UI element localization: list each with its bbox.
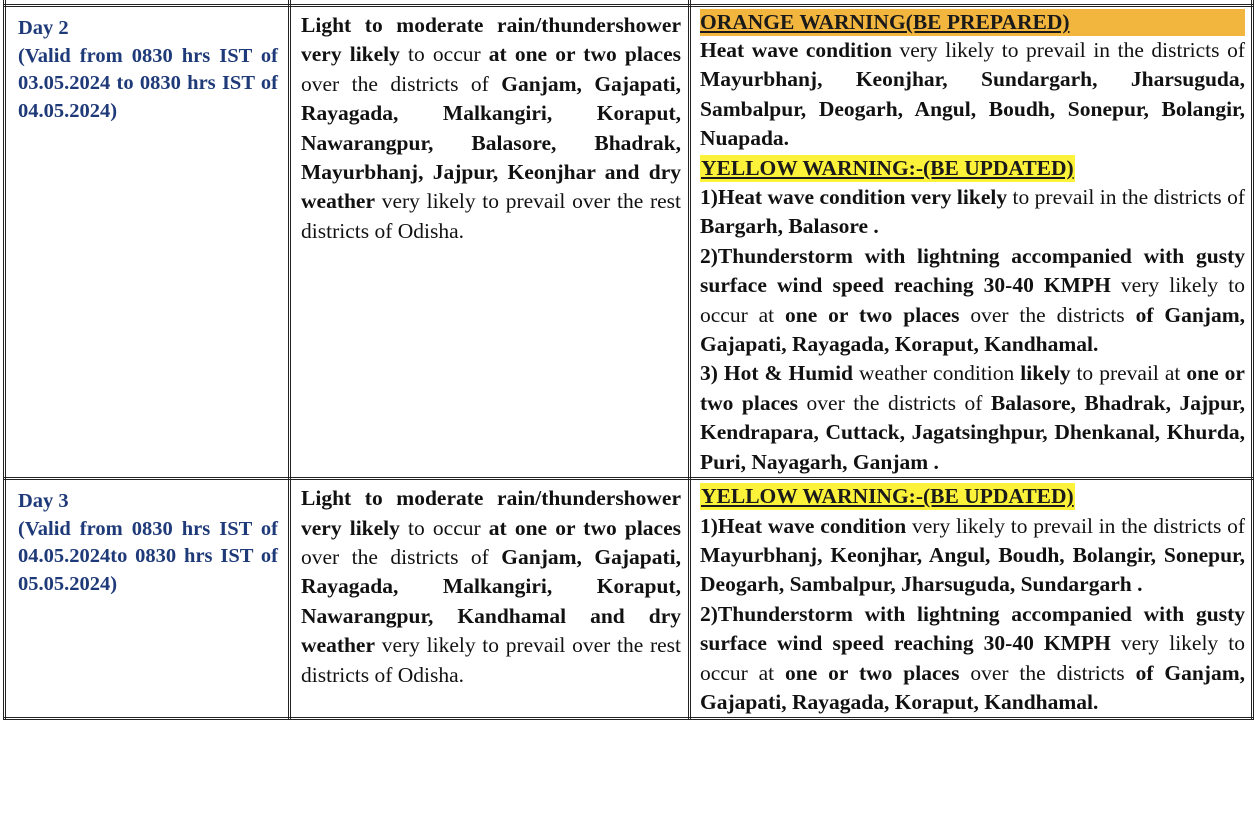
warning-bold: 2)Thunderstorm with lightning accompanied with gusty surface wind speed reaching 30-40 KMPH	[700, 601, 1245, 656]
warning-text: over the districts	[959, 660, 1136, 685]
warning-districts: Mayurbhanj, Keonjhar, Angul, Boudh, Bolangir, Sonepur, Deogarh, Sambalpur, Jharsuguda, Sundargarh .	[700, 542, 1245, 597]
day-2-rain-forecast	[290, 6, 690, 479]
yellow-warning-item-2	[700, 600, 1245, 718]
warning-text: over the districts	[959, 302, 1136, 327]
warning-places: one or two places	[785, 660, 960, 685]
warning-text: very likely to occur at	[700, 273, 1245, 327]
warning-bold: likely	[1020, 361, 1071, 386]
warning-text: very likely to prevail in the districts of	[906, 513, 1245, 538]
rain-text: very likely to prevail over the rest districts of Odisha.	[301, 189, 681, 243]
warning-bold: 1)Heat wave condition very likely	[700, 185, 1008, 210]
day-2-cell	[5, 6, 290, 479]
warning-places: one or two places	[700, 361, 1245, 415]
rain-places: at one or two places	[488, 515, 681, 540]
orange-warning-label: ORANGE WARNING(BE PREPARED)	[700, 9, 1245, 36]
day-2-validity: (Valid from 0830 hrs IST of 03.05.2024 to 0830 hrs IST of 04.05.2024)	[18, 44, 278, 122]
warning-text: over the districts of	[798, 390, 991, 415]
day-3-rain-forecast	[290, 479, 690, 719]
day-2-row	[5, 6, 1253, 479]
warning-districts: Bargarh, Balasore .	[700, 214, 879, 239]
yellow-warning-label: YELLOW WARNING:-(BE UPDATED)	[701, 484, 1074, 509]
warning-districts: Balasore, Bhadrak, Jajpur, Kendrapara, Cuttack, Jagatsinghpur, Dhenkanal, Khurda, Puri, Nayagarh, Ganjam .	[700, 390, 1245, 474]
warning-districts: Mayurbhanj, Keonjhar, Sundargarh, Jharsuguda, Sambalpur, Deogarh, Angul, Boudh, Sonepur, Bolangir, Nuapada.	[700, 67, 1245, 151]
rain-text: to occur	[399, 42, 489, 67]
day-3-title: Day 3	[18, 490, 69, 513]
warning-districts: of Ganjam, Gajapati, Rayagada, Koraput, Kandhamal.	[700, 660, 1245, 714]
warning-districts: of Ganjam, Gajapati, Rayagada, Koraput, Kandhamal.	[700, 302, 1245, 357]
yellow-warning-item-3	[700, 359, 1245, 477]
rain-districts: Ganjam, Gajapati, Rayagada, Malkangiri, Koraput, Nawarangpur, Balasore, Bhadrak, Mayurbhanj, Jajpur, Keonjhar and dry weather	[301, 71, 681, 214]
warning-text: very likely to prevail in the districts of	[891, 38, 1245, 62]
warning-text: weather condition	[853, 361, 1021, 386]
warning-text: to prevail at	[1070, 361, 1187, 386]
rain-places: at one or two places	[488, 42, 681, 67]
yellow-warning-item-1	[700, 512, 1245, 600]
rain-phrase: Light to moderate rain/thundershower very likely	[301, 486, 681, 540]
warning-bold: Heat wave condition	[700, 38, 892, 62]
day-2-rain-text	[301, 11, 681, 246]
day-2-title: Day 2	[18, 17, 69, 39]
rain-text: very likely to prevail over the rest districts of Odisha.	[301, 633, 681, 687]
day-3-validity: (Valid from 0830 hrs IST of 04.05.2024to 0830 hrs IST of 05.05.2024)	[18, 517, 278, 595]
rain-text: to occur	[399, 515, 489, 540]
warning-text: very likely to occur at	[700, 631, 1245, 685]
warning-text: to prevail in the districts of	[1007, 185, 1245, 210]
district-forecast-table	[3, 0, 1254, 720]
rain-text: over the districts of	[301, 71, 502, 96]
warning-places: one or two places	[785, 302, 960, 327]
yellow-warning-label: YELLOW WARNING:-(BE UPDATED)	[701, 155, 1074, 180]
warning-bold: 3) Hot & Humid	[700, 361, 853, 386]
rain-text: over the districts of	[301, 544, 502, 569]
rain-phrase: Light to moderate rain/thundershower very likely	[301, 13, 681, 67]
day-3-rain-text	[301, 484, 681, 690]
day-3-row	[5, 479, 1253, 719]
orange-warning-text	[700, 36, 1245, 154]
warning-bold: 1)Heat wave condition	[700, 513, 907, 538]
day-2-warnings	[690, 6, 1253, 479]
day-3-cell	[5, 479, 290, 719]
day-3-warnings	[690, 479, 1253, 719]
warning-bold: 2)Thunderstorm with lightning accompanied with gusty surface wind speed reaching 30-40 KMPH	[700, 243, 1245, 298]
rain-districts: Ganjam, Gajapati, Rayagada, Malkangiri, Koraput, Nawarangpur, Kandhamal and dry weather	[301, 544, 681, 658]
yellow-warning-item-2	[700, 242, 1245, 360]
yellow-warning-item-1	[700, 183, 1245, 242]
